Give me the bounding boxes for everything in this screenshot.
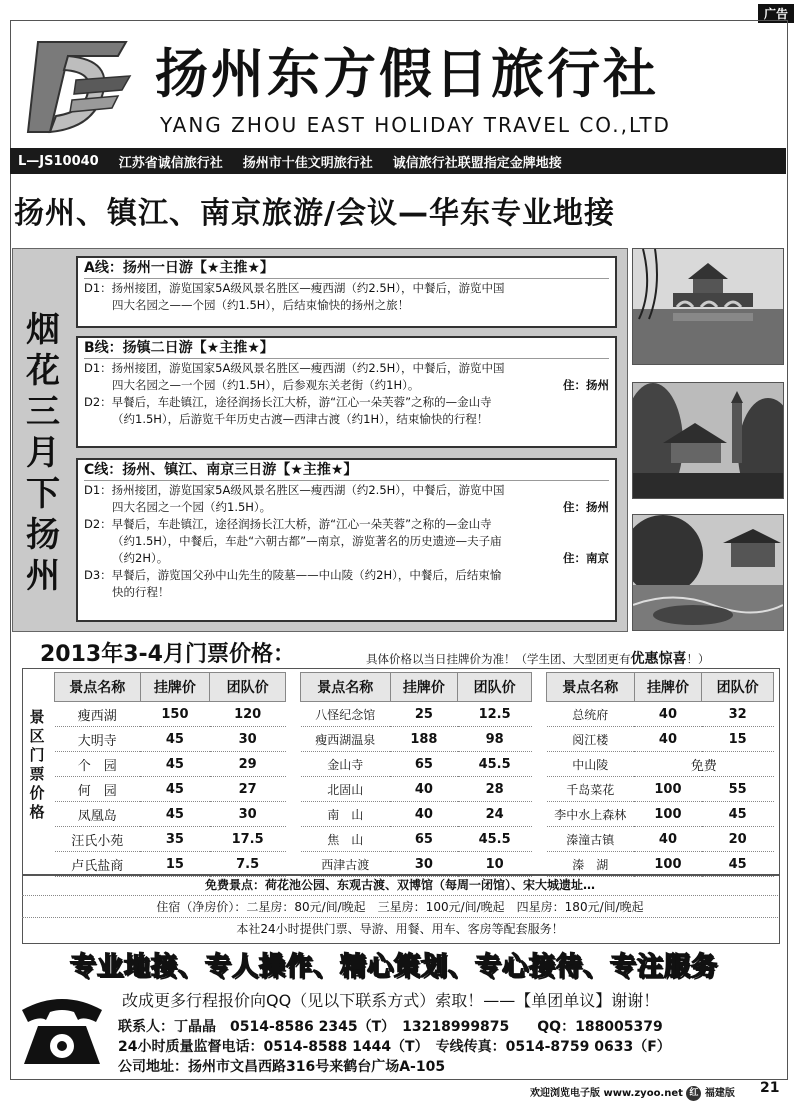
- table-row: [55, 702, 286, 727]
- group-price: 45: [702, 802, 774, 827]
- telephone-icon: [16, 988, 108, 1068]
- table-row: [55, 852, 286, 877]
- table-row: [301, 727, 532, 752]
- contact-person: 联系人：丁晶晶 0514-8586 2345（T） 13218999875 QQ：188005379: [118, 1019, 663, 1035]
- price-table-zhenjiang: [300, 672, 532, 877]
- list-price: 15: [140, 852, 210, 877]
- group-price: 32: [702, 702, 774, 727]
- group-price: 10: [458, 852, 532, 877]
- spot-name: 凤凰岛: [55, 802, 141, 827]
- table-row: [55, 727, 286, 752]
- list-price: 100: [634, 852, 702, 877]
- spot-name: 八怪纪念馆: [301, 702, 391, 727]
- company-logo: [18, 36, 136, 140]
- spot-name: 千岛菜花: [547, 777, 635, 802]
- spot-name: 中山陵: [547, 752, 635, 777]
- list-price: 65: [390, 827, 458, 852]
- header-group-price: 团队价: [458, 673, 532, 702]
- spot-name: 卢氏盐商: [55, 852, 141, 877]
- hotline: 24小时质量监督电话：0514-8588 1444（T） 专线传真：0514-8759 0633（F）: [118, 1039, 671, 1055]
- footer-text: 欢迎浏览电子版 www.zyoo.net: [530, 1088, 683, 1099]
- list-price: 40: [634, 827, 702, 852]
- price-table-nanjing: [546, 672, 774, 877]
- list-price: 40: [634, 702, 702, 727]
- spot-name: 溱潼古镇: [547, 827, 635, 852]
- group-price: 30: [210, 727, 286, 752]
- footer: [530, 1084, 735, 1101]
- group-price: 27: [210, 777, 286, 802]
- list-price: 100: [634, 802, 702, 827]
- table-row: [301, 802, 532, 827]
- header-name: 景点名称: [55, 673, 141, 702]
- divider: [22, 917, 778, 918]
- free-price: 免费: [634, 752, 773, 777]
- route-a-box: [76, 256, 617, 328]
- route-line: D1：扬州接团，游览国家5A级风景名胜区—瘦西湖（约2.5H），中餐后，游览中国: [84, 361, 505, 375]
- table-row: [301, 777, 532, 802]
- table-row: [547, 827, 774, 852]
- spot-name: 溱 湖: [547, 852, 635, 877]
- group-price: 24: [458, 802, 532, 827]
- route-line-with-stay: 住：扬州 四大名园之一个园（约1.5H）。: [112, 500, 609, 514]
- table-row: [55, 752, 286, 777]
- hong-badge-icon: 红: [686, 1086, 701, 1101]
- header-list-price: 挂牌价: [390, 673, 458, 702]
- table-row: [55, 777, 286, 802]
- group-price: 29: [210, 752, 286, 777]
- header-group-price: 团队价: [210, 673, 286, 702]
- honor-2: 扬州市十佳文明旅行社: [242, 155, 373, 171]
- spot-name: 北固山: [301, 777, 391, 802]
- list-price: 40: [390, 777, 458, 802]
- service-slogan: 专业地接、专人操作、精心策划、专心接待、专注服务: [70, 952, 719, 982]
- company-name-en: YANG ZHOU EAST HOLIDAY TRAVEL CO.,LTD: [160, 113, 671, 137]
- table-row: [547, 802, 774, 827]
- info-bar: [10, 148, 786, 174]
- group-price: 15: [702, 727, 774, 752]
- group-price: 7.5: [210, 852, 286, 877]
- list-price: 65: [390, 752, 458, 777]
- list-price: 40: [634, 727, 702, 752]
- table-row: [547, 852, 774, 877]
- table-row: [301, 852, 532, 877]
- spot-name: 瘦西湖: [55, 702, 141, 727]
- price-title: 2013年3-4月门票价格：: [40, 642, 295, 667]
- ad-tag: 广告: [758, 4, 794, 23]
- stay-label: 住：扬州: [563, 500, 609, 514]
- route-line: D2：早餐后，车赴镇江，途径润扬长江大桥，游“江心一朵芙蓉”之称的—金山寺: [84, 517, 492, 531]
- route-b-box: [76, 336, 617, 448]
- header-list-price: 挂牌价: [634, 673, 702, 702]
- company-name-cn: 扬州东方假日旅行社: [155, 44, 659, 105]
- stay-label: 住：扬州: [563, 378, 609, 392]
- photo-jinshan-temple: [632, 382, 784, 499]
- group-price: 45.5: [458, 752, 532, 777]
- spot-name: 总统府: [547, 702, 635, 727]
- table-row: [301, 752, 532, 777]
- group-price: 98: [458, 727, 532, 752]
- photo-pavilion-bridge: [632, 248, 784, 365]
- route-title: A线：扬州一日游【★主推★】: [84, 260, 609, 279]
- route-line: 快的行程！: [112, 585, 170, 599]
- header-name: 景点名称: [301, 673, 391, 702]
- price-note: 具体价格以当日挂牌价为准！（学生团、大型团更有优惠惊喜！）: [366, 651, 710, 667]
- main-slogan: 扬州、镇江、南京旅游/会议—华东专业地接: [14, 196, 615, 231]
- route-title: C线：扬州、镇江、南京三日游【★主推★】: [84, 462, 609, 481]
- price-table-yangzhou: [54, 672, 286, 877]
- group-price: 28: [458, 777, 532, 802]
- spot-name: 李中水上森林: [547, 802, 635, 827]
- table-row: [547, 727, 774, 752]
- spot-name: 何 园: [55, 777, 141, 802]
- group-price: 17.5: [210, 827, 286, 852]
- header-list-price: 挂牌价: [140, 673, 210, 702]
- honor-3: 诚信旅行社联盟指定金牌地接: [392, 155, 562, 171]
- list-price: 45: [140, 727, 210, 752]
- group-price: 120: [210, 702, 286, 727]
- group-price: 45: [702, 852, 774, 877]
- route-line: （约1.5H），中餐后，车赴“六朝古都”—南京，游览著名的历史遗迹—夫子庙: [112, 534, 502, 548]
- route-line-with-stay: 住：南京 （约2H）。: [112, 551, 609, 565]
- route-title: B线：扬镇二日游【★主推★】: [84, 340, 609, 359]
- spot-name: 汪氏小苑: [55, 827, 141, 852]
- spot-name: 西津古渡: [301, 852, 391, 877]
- list-price: 45: [140, 752, 210, 777]
- route-line: D1：扬州接团，游览国家5A级风景名胜区—瘦西湖（约2.5H），中餐后，游览中国: [84, 281, 505, 295]
- spot-name: 瘦西湖温泉: [301, 727, 391, 752]
- page-number: 21: [760, 1080, 780, 1096]
- route-c-box: [76, 458, 617, 622]
- table-row: [301, 827, 532, 852]
- header-name: 景点名称: [547, 673, 635, 702]
- license-number: L—JS10040: [18, 153, 99, 169]
- list-price: 35: [140, 827, 210, 852]
- table-row: [301, 702, 532, 727]
- list-price: 100: [634, 777, 702, 802]
- lodging-prices: 住宿（净房价）：二星房：80元/间/晚起 三星房：100元/间/晚起 四星房：180元/间/晚起: [156, 900, 644, 914]
- group-price: 20: [702, 827, 774, 852]
- table-row: [547, 752, 774, 777]
- list-price: 150: [140, 702, 210, 727]
- spot-name: 阅江楼: [547, 727, 635, 752]
- route-line: D1：扬州接团，游览国家5A级风景名胜区—瘦西湖（约2.5H），中餐后，游览中国: [84, 483, 505, 497]
- divider: [22, 895, 778, 896]
- route-line: 四大名园之——个园（约1.5H），后结束愉快的扬州之旅！: [112, 298, 410, 312]
- header-group-price: 团队价: [702, 673, 774, 702]
- address: 公司地址：扬州市文昌西路316号来鹤台广场A-105: [118, 1059, 446, 1075]
- list-price: 45: [140, 777, 210, 802]
- group-price: 55: [702, 777, 774, 802]
- photo-garden-pavilion: [632, 514, 784, 631]
- list-price: 45: [140, 802, 210, 827]
- route-line-with-stay: 住：扬州 四大名园之—一个园（约1.5H），后参观东关老街（约1H）。: [112, 378, 609, 392]
- route-line: D2：早餐后，车赴镇江，途径润扬长江大桥，游“江心一朵芙蓉”之称的—金山寺: [84, 395, 492, 409]
- table-row: [55, 802, 286, 827]
- list-price: 25: [390, 702, 458, 727]
- edition-label: 福建版: [704, 1088, 735, 1099]
- free-spots: 免费景点：荷花池公园、东观古渡、双博馆（每周一闭馆）、宋大城遗址…: [204, 878, 595, 892]
- spot-name: 大明寺: [55, 727, 141, 752]
- quote-request-line: 改成更多行程报价向QQ（见以下联系方式）索取！——【单团单议】谢谢！: [122, 991, 660, 1010]
- route-line: （约1.5H），后游览千年历史古渡—西津古渡（约1H），结束愉快的行程！: [112, 412, 489, 426]
- list-price: 188: [390, 727, 458, 752]
- group-price: 45.5: [458, 827, 532, 852]
- table-row: [547, 702, 774, 727]
- route-line: D3：早餐后，游览国父孙中山先生的陵墓——中山陵（约2H），中餐后，后结束愉: [84, 568, 502, 582]
- stay-label: 住：南京: [563, 551, 609, 565]
- list-price: 30: [390, 852, 458, 877]
- table-row: [547, 777, 774, 802]
- spot-name: 个 园: [55, 752, 141, 777]
- group-price: 30: [210, 802, 286, 827]
- price-side-label: 景 区 门 票 价 格: [29, 708, 45, 821]
- table-row: [55, 827, 286, 852]
- honor-1: 江苏省诚信旅行社: [118, 155, 223, 171]
- group-price: 12.5: [458, 702, 532, 727]
- service-note: 本社24小时提供门票、导游、用餐、用车、客房等配套服务！: [236, 922, 564, 936]
- spot-name: 南 山: [301, 802, 391, 827]
- spot-name: 金山寺: [301, 752, 391, 777]
- spot-name: 焦 山: [301, 827, 391, 852]
- list-price: 40: [390, 802, 458, 827]
- side-title: 烟 花 三 月 下 扬 州: [26, 310, 60, 596]
